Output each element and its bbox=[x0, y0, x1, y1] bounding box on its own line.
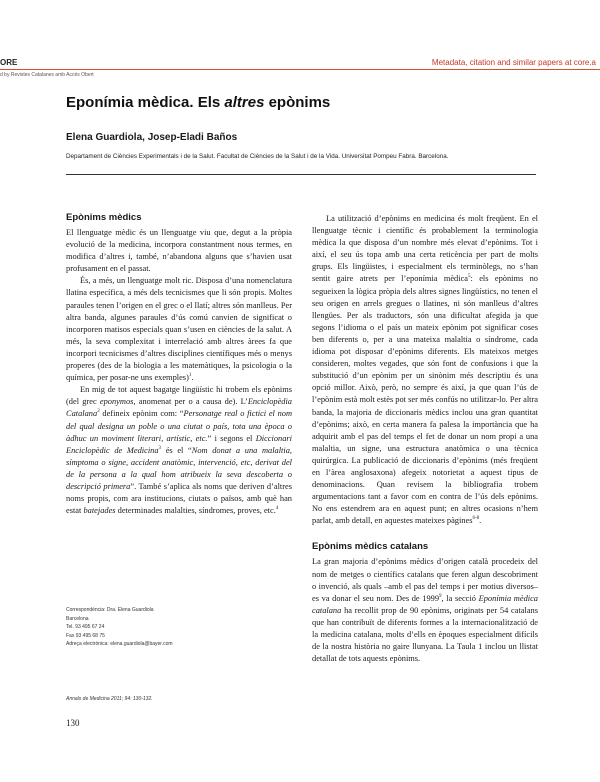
right-p1-a: La utilització d’epònims en medicina és molt freqüent. En el llenguatge tècnic i científic és probablement la terminologia mèdica la que disposa d’un nombre més elevat d’epònims. Tot i així, el seu ús topa amb una certa reticència per part de molts grups. Els lingüistes, i especialment els terminòlegs, no s’han sentit gaire atrets per l’eponímia mèdica bbox=[312, 214, 538, 284]
core-divider bbox=[0, 69, 600, 70]
left-p3-italic-3: Personatge real o fictici el nom del qual designa un poble o una ciutat o país, tota una època o àdhuc un moviment literari, artístic, etc. bbox=[66, 409, 292, 443]
correspondence-email: Adreça electrònica: elena.guardiola@bayer.com bbox=[66, 641, 173, 648]
left-p3-italic-4: Diccionari Enciclopèdic de Medicina bbox=[66, 433, 293, 455]
left-p3-b: anomenat per o a causa de). L’ bbox=[135, 397, 248, 407]
correspondence-line: Fax 93 495 68 75 bbox=[66, 632, 105, 639]
right-column bbox=[312, 213, 538, 665]
section-heading-eponims-catalans: Epònims mèdics catalans bbox=[312, 541, 429, 553]
right-p2-c: ha recollit prop de 90 epònims, originats per 54 catalans que han contribuït de diferents formes a la internacionalització de la medicina catalana, molts d’ells en èpoques especialment difícils de la nostra història no gaire llunyana. La Taula 1 inclou un llistat detallat de tots aquests epònims. bbox=[312, 605, 538, 664]
left-p3-e: és el “ bbox=[161, 445, 192, 455]
right-p2-italic: Eponímia mèdica catalana bbox=[312, 593, 538, 615]
correspondence-line: Correspondència: Dra. Elena Guardiola bbox=[66, 607, 154, 613]
correspondence-block bbox=[66, 606, 286, 649]
ref-3: 3 bbox=[158, 445, 162, 451]
left-paragraph-1: El llenguatge mèdic és un llenguatge viu que, degut a la pròpia evolució de la medicina, incorpora constantment nous termes, en modifica d’altres i, també, n’abandona alguns que s’havien usat profusament en el passat. bbox=[66, 228, 292, 274]
authors: Elena Guardiola, Josep-Eladi Baños bbox=[66, 132, 238, 143]
correspondence-line: Tel. 93 495 67 24 bbox=[66, 624, 105, 631]
correspondence-line: Barcelona bbox=[66, 615, 89, 622]
left-p2-end: . bbox=[191, 373, 194, 383]
core-logo: ORE bbox=[0, 58, 18, 67]
core-metadata-link[interactable]: Metadata, citation and similar papers at core.a bbox=[431, 58, 596, 67]
right-p2-b: , la secció bbox=[441, 593, 479, 603]
title-italic: altres bbox=[224, 94, 265, 111]
left-paragraph-2 bbox=[66, 275, 292, 384]
ref-4: 4 bbox=[275, 506, 279, 512]
title-part-1: Eponímia mèdica. Els bbox=[66, 94, 225, 111]
left-p3-d: ” i segons el bbox=[207, 433, 256, 443]
core-provided-by: d by Revistes Catalanes amb Accés Obert bbox=[0, 72, 94, 78]
ref-2: 2 bbox=[97, 409, 100, 415]
left-p2-text: És, a més, un llenguatge molt ric. Disposa d’una nomenclatura llatina específica, a més dels tecnicismes que li són propis. Moltes paraules tenen l’origen en el grec o el llatí; altres són manlleus. Per altra banda, algunes paraules d’ús comú canvien de significat o incorporen matisos especials quan s’usen en ciències de la salut. A més, la seva complexitat i interrelació amb altres àrees fa que incorpori tecnicismes d’altres disciplines científiques més o menys properes (des de la biologia a les matemàtiques, la psicologia o la química, per posar-ne uns exemples) bbox=[66, 276, 292, 383]
header-divider bbox=[66, 174, 536, 175]
left-p3-f: ”. També s’aplica als noms que deriven d’altres noms propis, com ara institucions, ciutats o països, amb què han estat bbox=[66, 481, 292, 516]
affiliation: Departament de Ciències Experimentals i de la Salut. Facultat de Ciències de la Salut i de la Vida. Universitat Pompeu Fabra. Barcelona. bbox=[66, 153, 449, 160]
right-p1-b: : els epònims no segueixen la lògica pròpia dels altres signes lingüístics, no tenen el seu origen en arrels gregues o llatines, ni són manlleus d’altres llengües. Per als traductors, són una dificultat afegida ja que segons l’idioma o el país un mateix epònim pot significar coses ben diferents o, per a una mateixa malaltia o síndrome, cada idioma pot disposar d’epònims diferents. Els mateixos metges consideren, moltes vegades, que són font de confusions i que la substitució d’un epònim per un sinònim més descriptiu és una opció millor. Això, però, no sempre és així, ja que quan l’ús de l’epònim està molt estès pot ser més confús no utilitzar-lo. Per altra banda, la majoria de diccionaris mèdics inclou una gran quantitat d’epònims; això, en certa manera fa palesa la importància que ha adquirit amb el pas del temps el fet de donar un nom propi a una malaltia, un signe, una estructura anatòmica o una tècnica quirúrgica. La publicació de diccionaris d’epònims (més freqüent en l’àrea anglosaxona) afegeix notorietat a aquest tipus de denominacions. Quan revisem la bibliografia trobem argumentacions tant a favor com en contra de l’ús dels epònims. No ens estendrem ara en aquest punt; en altres ocasions n’hem parlat, amb detall, en aquestes mateixes pàgines bbox=[312, 274, 538, 526]
core-banner bbox=[0, 58, 600, 84]
left-paragraph-3 bbox=[66, 384, 292, 517]
ref-6-8: 6-8 bbox=[472, 516, 480, 522]
article-title bbox=[66, 94, 330, 111]
right-paragraph-1 bbox=[312, 213, 538, 527]
left-p3-italic-6: batejades bbox=[83, 506, 116, 516]
left-p3-italic-2: Enciclopèdia Catalana bbox=[66, 397, 292, 419]
left-p3-g: determinades malalties, síndromes, proves, etc. bbox=[115, 506, 276, 516]
ref-5: 5 bbox=[468, 274, 471, 280]
left-column bbox=[66, 212, 292, 517]
left-p3-italic-5: Nom donat a una malaltia, símptoma o signe, accident anatòmic, intervenció, etc, derivat del de la persona a la qual hom atribueix la seva descoberta o descripció primera bbox=[66, 445, 292, 491]
section-heading-eponims-medics: Epònims mèdics bbox=[66, 212, 142, 223]
title-part-2: epònims bbox=[264, 94, 331, 111]
left-p3-italic-1: eponymos, bbox=[99, 397, 136, 407]
ref-1: 1 bbox=[188, 373, 192, 379]
journal-citation: Annals de Medicina 2011; 94: 130-132. bbox=[66, 696, 153, 702]
ref-9: 9 bbox=[439, 593, 442, 599]
left-p3-a: En mig de tot aquest bagatge lingüístic hi trobem els epònims (del grec bbox=[66, 385, 292, 407]
left-p3-c: defineix epònim com: “ bbox=[99, 409, 184, 419]
right-p1-c: . bbox=[479, 516, 482, 526]
right-paragraph-2 bbox=[312, 556, 538, 665]
right-p2-a: La gran majoria d’epònims mèdics d’origen català procedeix del nom de metges o científics catalans que feren algun descobriment o invenció, als quals –amb el pas del temps i per motius diversos– es va donar el seu nom. Des de 1999 bbox=[312, 557, 538, 603]
page-number: 130 bbox=[66, 718, 80, 728]
